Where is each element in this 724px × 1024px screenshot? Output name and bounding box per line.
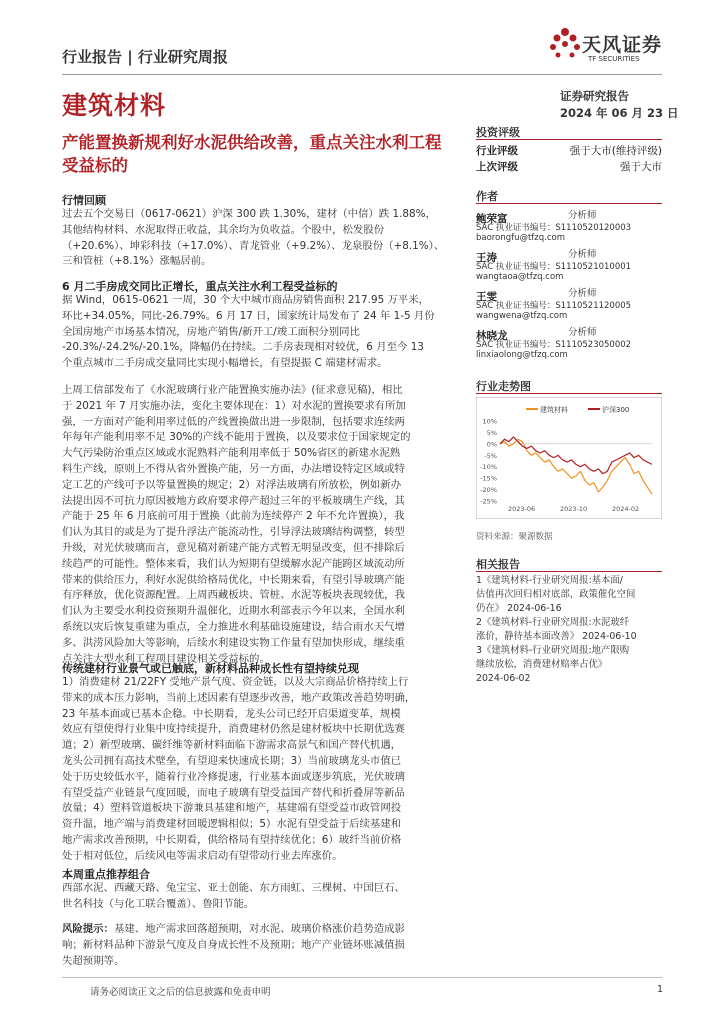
text-line: 处于历史较低水平，随着行业冷修提速，行业基本面或逐步筑底，光伏玻璃: [62, 770, 405, 783]
author-cert: SAC 执业证书编号：S1110521010001: [476, 262, 632, 272]
text-line: 处于相对低位，后续风电等需求启动有望带动行业去库涨价。: [62, 849, 343, 862]
y-tick-label: 10%: [482, 417, 497, 426]
related-report[interactable]: [476, 616, 662, 644]
policy-paragraph: [62, 383, 472, 667]
rating-title: 投资评级: [476, 126, 520, 139]
ref-line: 2024-06-02: [476, 673, 531, 684]
text-line: 响；新材料品种下游景气度及自身成长性不及预期；地产产业链坏账减值损: [62, 938, 405, 951]
text-line: 据 Wind，0615-0621 一周，30 个大中城市商品房销售面积 217.95 万平米，: [62, 294, 430, 306]
text-line: 资升温，地产端与消费建材回暖逻辑相似；5）水泥有望受益于后续基建和: [62, 818, 402, 831]
rating-row: [476, 159, 662, 174]
y-tick-label: -25%: [480, 497, 497, 506]
legend-label: 建筑材料: [540, 406, 568, 414]
author-block: [476, 285, 662, 321]
text-line: 过去五个交易日（0617-0621）沪深 300 跌 1.30%，建材（中信）跌 1.88%，: [62, 208, 436, 220]
report-kind: 证券研究报告: [560, 89, 629, 103]
y-tick-label: -15%: [480, 474, 497, 483]
author-role: 分析师: [568, 210, 597, 221]
trend-divider: [476, 393, 662, 394]
rating-value: 强于大市(维持评级): [569, 145, 662, 157]
report-date: 2024 年 06 月 23 日: [560, 106, 679, 120]
text-line: 点关注大型水利工程项目建设相关受益标的。: [62, 652, 270, 665]
housing-paragraph: [62, 293, 472, 372]
industry-trend-chart: [476, 397, 662, 519]
logo-english-text: TF SECURITIES: [588, 55, 640, 63]
author-email[interactable]: wangtaoa@tfzq.com: [476, 272, 564, 282]
text-line: 个重点城市二手房成交量同比实现小幅增长，有望提振 C 端建材需求。: [62, 357, 388, 370]
housing-heading: 6 月二手房成交同比正增长，重点关注水利工程受益标的: [62, 280, 338, 293]
picks-paragraph: [62, 881, 472, 913]
ref-line: 3《建筑材料-行业研究周报:地产限购: [476, 645, 630, 656]
text-line: 失超预期等。: [62, 954, 125, 967]
text-line: 其他结构材料、水泥取得正收益，其余均为负收益。个股中，松发股份: [62, 223, 385, 236]
authors-divider: [476, 203, 662, 204]
related-report[interactable]: [476, 574, 662, 616]
text-line: 三和管桩（+8.1%）涨幅居前。: [62, 255, 212, 268]
author-email[interactable]: baorongfu@tfzq.com: [476, 233, 566, 243]
author-name: 鲍荣富: [476, 213, 508, 225]
y-tick-label: -10%: [480, 463, 497, 472]
rating-row: [476, 143, 662, 158]
author-block: [476, 246, 662, 282]
related-report[interactable]: [476, 644, 662, 686]
authors-title: 作者: [476, 190, 498, 203]
text-line: 系统以灾后恢复重建为重点，全力推进水利基础设施建设，结合雨水天气增: [62, 620, 405, 633]
author-email[interactable]: wangwena@tfzq.com: [476, 311, 568, 321]
x-tick-label: 2024-02: [612, 505, 640, 513]
ref-line: 涨价，静待基本面改善》 2024-06-10: [476, 631, 637, 642]
traditional-heading: 传统建材行业景气或已触底，新材料品种成长性有望持续兑现: [62, 662, 359, 675]
author-role: 分析师: [568, 327, 597, 338]
text-line: 地产需求改善预期，中长期看，供给格局有望持续优化；6）玻纤当前价格: [62, 833, 402, 846]
text-line: 大气污染防治重点区域或水泥熟料产能利用率低于 50%省区的新建水泥熟: [62, 447, 401, 460]
author-block: [476, 324, 662, 360]
ref-line: 1《建筑材料-行业研究周报:基本面/: [476, 575, 623, 586]
author-name: 林晓龙: [476, 330, 508, 342]
title-line: 产能置换新规利好水泥供给改善，重点关注水利工程: [62, 133, 442, 152]
related-divider: [476, 571, 662, 572]
text-line: 效应有望使得行业集中度持续提升，消费建材仍然是建材板块中长期优选赛: [62, 723, 405, 736]
sector-title: 建筑材料: [62, 91, 167, 120]
related-title: 相关报告: [476, 558, 520, 571]
text-line: 法提出因不可抗力原因被地方政府要求停产超过三年的平板玻璃生产线，其: [62, 494, 405, 507]
text-line: 们认为其目的或是为了提升浮法产能流动性，引导浮法玻璃结构调整，转型: [62, 526, 405, 539]
text-line: 1）消费建材 21/22FY 受地产景气度、资金链，以及大宗商品价格持续上行: [62, 676, 409, 688]
text-line: 上周工信部发布了《水泥玻璃行业产能置换实施办法》(征求意见稿)，相比: [62, 384, 403, 396]
chart-source: 资料来源：聚源数据: [476, 532, 553, 542]
ref-line: 继续放松，消费建材赔率占优》: [476, 659, 608, 670]
rating-divider: [476, 139, 662, 140]
header-divider: [62, 74, 662, 75]
rating-label: 行业评级: [476, 145, 518, 157]
text-line: （+20.6%）、坤彩科技（+17.0%）、青龙管业（+9.2%）、龙泉股份（+8.1%）、: [62, 239, 445, 252]
text-line: 带来的成本压力影响，当前上述因素有望逐步改善，地产政策改善趋势明确，: [62, 691, 416, 704]
x-tick-label: 2023-06: [508, 505, 536, 513]
text-line: 23 年基本面或已基本企稳。中长期看，龙头公司已经开启渠道变革，规模: [62, 707, 401, 720]
author-role: 分析师: [568, 288, 597, 299]
y-tick-label: -5%: [484, 451, 497, 460]
y-tick-label: 5%: [486, 428, 497, 437]
report-title: [62, 131, 472, 177]
text-line: 道；2）新型玻璃、碳纤维等新材料面临下游需求高景气和国产替代机遇，: [62, 739, 402, 752]
text-line: 带来的供给压力，利好水泥供给格局优化，中长期来看，有望引导玻璃产能: [62, 573, 405, 586]
author-email[interactable]: linxiaolong@tfzq.com: [476, 350, 568, 360]
ref-line: 估值再次回归相对底部，政策催化空间: [476, 589, 636, 600]
text-line: 料生产线，原则上不得从省外置换产能，另一方面，办法增设特定区域或特: [62, 462, 405, 475]
text-line: 们认为主要受水利投资预期升温催化，近期水利部表示今年以来，全国水利: [62, 605, 405, 618]
x-tick-label: 2023-10: [560, 505, 588, 513]
text-line: 升级，对光伏玻璃而言，意见稿对新建产能方式暂无明显改变，但不排除后: [62, 541, 405, 554]
text-line: 世名科技（与化工联合覆盖）、鲁阳节能。: [62, 897, 255, 910]
text-line: 多、洪涝风险加大等影响，后续水利建设实物工作量有望加快形成，继续重: [62, 636, 405, 649]
rating-label: 上次评级: [476, 161, 518, 173]
text-line: 放量；4）塑料管道板块下游兼具基建和地产，基建端有望受益市政管网投: [62, 802, 402, 815]
text-line: 强，一方面对产能利用率过低的产线置换做出进一步限制，包括要求连续两: [62, 415, 405, 428]
risk-label: 风险提示：: [62, 923, 114, 935]
text-line: 产能于 25 年 6 月底前可用于置换（此前为连续停产 2 年不允许置换），我: [62, 510, 405, 523]
logo-text: 天风证券: [582, 34, 663, 56]
y-tick-label: -20%: [480, 486, 497, 495]
text-line: 有望受益产业链景气度回暖，而电子玻璃有望受益国产替代和折叠屏等新品: [62, 786, 405, 799]
risk-text: 基建、地产需求回落超预期，对水泥、玻璃价格涨价趋势造成影: [113, 923, 405, 935]
traditional-paragraph: [62, 675, 472, 865]
author-cert: SAC 执业证书编号：S1110520120003: [476, 223, 632, 233]
picks-heading: 本周重点推荐组合: [62, 868, 150, 881]
text-line: [62, 922, 472, 938]
disclaimer-text: 请务必阅读正文之后的信息披露和免责申明: [90, 987, 271, 998]
author-role: 分析师: [568, 249, 597, 260]
logo-mark-icon: [548, 24, 582, 64]
author-name: 王雯: [476, 291, 497, 303]
y-tick-label: 0%: [486, 440, 497, 449]
text-line: 于 2021 年 7 月实施办法，变化主要体现在：1）对水泥的置换要求有所加: [62, 399, 406, 412]
page-number: 1: [657, 984, 664, 995]
legend-label: 沪深300: [602, 406, 630, 414]
title-line: 受益标的: [62, 156, 128, 175]
text-line: -20.3%/-24.2%/-20.1%，降幅仍在持续。二手房表现相对较优，6 月至今 13: [62, 341, 424, 354]
risk-paragraph: [62, 922, 472, 969]
ref-line: 仍在》 2024-06-16: [476, 603, 562, 614]
author-name: 王涛: [476, 252, 497, 264]
text-line: 年每年产能利用率不足 30%的产线不能用于置换，以及要求位于国家规定的: [62, 431, 411, 444]
report-type: 行业报告 | 行业研究周报: [62, 48, 228, 66]
footer-divider: [62, 977, 662, 978]
author-cert: SAC 执业证书编号：S1110523050002: [476, 340, 632, 350]
text-line: 龙头公司拥有高技术壁垒，有望迎来快速成长期；3）当前玻璃龙头市值已: [62, 754, 402, 767]
ref-line: 2《建筑材料-行业研究周报:水泥玻纤: [476, 617, 630, 628]
review-heading: 行情回顾: [62, 194, 106, 207]
author-block: [476, 207, 662, 243]
author-cert: SAC 执业证书编号：S1110521120005: [476, 301, 632, 311]
review-paragraph: [62, 207, 472, 270]
text-line: 有序释放，优化资源配置。上周西藏板块、管桩、水泥等板块表现较优，我: [62, 589, 405, 602]
company-logo: [548, 20, 668, 70]
text-line: 定工艺的产线可予以等量置换的规定；2）对浮法玻璃有所放松，例如新办: [62, 478, 402, 491]
text-line: 西部水泥、西藏天路、兔宝宝、亚士创能、东方雨虹、三棵树、中国巨石、: [62, 882, 405, 894]
text-line: 续趋严的可能性。整体来看，我们认为短期有望缓解水泥产能跨区域流动所: [62, 557, 405, 570]
text-line: 环比+34.05%，同比-26.79%。6 月 17 日，国家统计局发布了 24 年 1-5 月份: [62, 309, 435, 322]
rating-value: 强于大市: [620, 161, 662, 173]
trend-title: 行业走势图: [476, 380, 531, 393]
text-line: 全国房地产市场基本情况，房地产销售/新开工/竣工面积分别同比: [62, 325, 360, 338]
